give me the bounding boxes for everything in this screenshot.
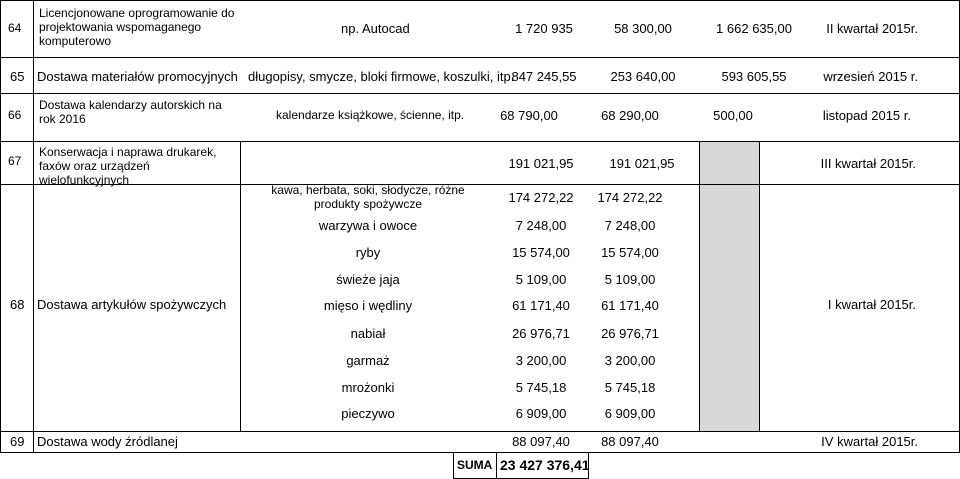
item-description: np. Autocad	[341, 21, 410, 36]
sub-item-description: świeże jaja	[336, 272, 400, 287]
col-line	[699, 141, 700, 431]
row-number: 65	[10, 69, 25, 84]
value-total: 68 790,00	[500, 108, 558, 123]
sub-item-value-1: 5 745,18	[515, 380, 567, 395]
sub-item-value-1: 61 171,40	[512, 298, 570, 313]
col-line	[33, 0, 34, 453]
value-total: 847 245,55	[511, 69, 577, 84]
sub-item-value-2: 3 200,00	[604, 353, 656, 368]
col-line	[759, 141, 760, 431]
sub-item-value-2: 5 109,00	[604, 272, 656, 287]
row-number: 66	[8, 108, 22, 122]
sub-item-value-1: 174 272,22	[508, 190, 574, 205]
sum-value: 23 427 376,41	[500, 457, 590, 473]
sub-item-value-1: 7 248,00	[515, 218, 567, 233]
row-line	[0, 93, 960, 94]
value-2: 253 640,00	[610, 69, 676, 84]
sub-item-value-2: 26 976,71	[601, 326, 659, 341]
sub-item-value-2: 5 745,18	[604, 380, 656, 395]
sub-item-description: ryby	[355, 245, 381, 260]
row-number: 69	[10, 434, 25, 449]
row-line	[0, 57, 960, 58]
date: wrzesień 2015 r.	[823, 69, 918, 84]
value-2: 68 290,00	[601, 108, 659, 123]
col-line	[240, 141, 241, 431]
item-description: długopisy, smycze, bloki firmowe, koszulki, itp.	[248, 69, 515, 84]
row-number: 64	[8, 21, 22, 35]
sub-item-description: garmaż	[346, 353, 390, 368]
value-3: 593 605,55	[721, 69, 787, 84]
col-line	[0, 0, 1, 453]
row-line	[0, 0, 960, 1]
date: I kwartał 2015r.	[827, 297, 916, 312]
value-total: 191 021,95	[508, 156, 574, 171]
sub-item-description: mięso i wędliny	[323, 298, 413, 313]
item-description: kalendarze książkowe, ścienne, itp.	[276, 108, 465, 122]
item-name: Dostawa artykułów spożywczych	[37, 297, 227, 312]
col-line	[496, 452, 497, 479]
date: III kwartał 2015r.	[820, 156, 916, 171]
value-3: 1 662 635,00	[716, 21, 792, 36]
date: listopad 2015 r.	[822, 108, 911, 123]
sub-item-value-2: 174 272,22	[597, 190, 663, 205]
sub-item-value-2: 61 171,40	[601, 298, 659, 313]
row-line	[0, 431, 960, 432]
row-line	[0, 452, 960, 453]
sub-item-value-2: 15 574,00	[601, 245, 659, 260]
sub-item-value-1: 6 909,00	[515, 406, 567, 421]
date: IV kwartał 2015r.	[821, 434, 918, 449]
sum-label: SUMA	[457, 458, 493, 472]
sub-item-value-2: 7 248,00	[604, 218, 656, 233]
sub-item-value-1: 15 574,00	[512, 245, 570, 260]
sub-item-description: nabiał	[350, 326, 386, 341]
value-2: 58 300,00	[614, 21, 672, 36]
value-total: 1 720 935	[515, 21, 573, 36]
value-3: 500,00	[713, 108, 753, 123]
sub-item-description: mrożonki	[341, 380, 395, 395]
col-line	[453, 452, 454, 479]
item-name: Konserwacja i naprawa drukarek, faxów oraz urządzeń wielofunkcyjnych	[39, 145, 217, 187]
item-name: Licencjonowane oprogramowanie do projektowania wspomaganego komputerowo	[39, 6, 235, 48]
item-name: Dostawa kalendarzy autorskich na rok 2016	[39, 98, 222, 126]
value-total: 88 097,40	[512, 434, 570, 449]
row-number: 68	[10, 297, 25, 312]
value-2: 191 021,95	[609, 156, 675, 171]
item-name: Dostawa materiałów promocyjnych	[37, 69, 238, 84]
item-name: Dostawa wody źródlanej	[37, 434, 178, 449]
sub-item-value-2: 6 909,00	[604, 406, 656, 421]
sub-item-description: warzywa i owoce	[318, 218, 418, 233]
date: II kwartał 2015r.	[826, 21, 918, 36]
row-number: 67	[8, 154, 22, 168]
row-line	[0, 141, 960, 142]
sub-item-value-1: 5 109,00	[515, 272, 567, 287]
value-2: 88 097,40	[601, 434, 659, 449]
sub-item-description: kawa, herbata, soki, słodycze, różne produkty spożywcze	[271, 183, 465, 211]
sub-item-description: pieczywo	[341, 406, 395, 421]
sub-item-value-1: 26 976,71	[512, 326, 570, 341]
sub-item-value-1: 3 200,00	[515, 353, 567, 368]
